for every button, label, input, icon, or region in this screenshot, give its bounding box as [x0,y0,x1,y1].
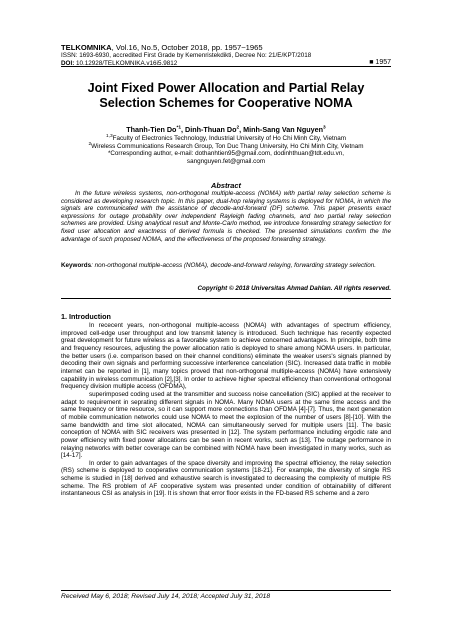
page-number [369,59,391,66]
doi-label: DOI: [61,59,75,67]
keywords-label: Keywords [61,262,92,269]
abstract-heading: Abstract [211,181,241,190]
copyright-notice: Copyright © 2018 Universitas Ahmad Dahlan. All rights reserved. [197,285,391,292]
affiliations [61,135,391,166]
corresponding-author: *Corresponding author, e-mail: dothanhtien95@gmail.com, dodinhthuan@tdt.edu.vn, [107,150,345,158]
paragraph: In order to gain advantages of the space diversity and improving the spectral efficiency, the relay selection (RS) scheme is deployed to cooperative communication systems [18-21]. For example, the diversity of single RS scheme is studied in [18] derived and exhaustive search is investigated to decreasing the complexity of multiple RS scheme. The RS problem of AF cooperative system was presented under condition of obtainability of different instantaneous CSI as analysis in [19]. It is shown that error floor exists in the FD-based RS scheme and a zero [61,459,391,498]
author-2-sup: 2 [236,125,240,131]
title-line-2: Selection Schemes for Cooperative NOMA [99,96,353,110]
paper-title [61,81,391,111]
section-heading: 1. Introduction [61,312,111,321]
author-list [61,125,391,134]
author-1: Thanh-Tien Do [126,125,177,134]
abstract-divider [61,298,391,299]
author-1-sup: *1 [176,125,181,131]
keywords [61,262,391,270]
corresponding-email: sangnguyen.fet@gmail.com [186,158,266,166]
abstract-text: In the future wireless systems, non-orthogonal multiple-access (NOMA) with partial relay selection scheme is considered as developing research topic. In this paper, dual-hop relaying systems is deployed for NOMA, in which the signals are communicated with the assistance of decode-and-forward (DF) scheme. This paper presents exact expressions for outage probability over independent Rayleigh fading channels, and two partial relay selection schemes are provided. Using analytical result and Monte-Carlo method, we introduce forwarding strategy selection for fixed user allocation and exactness of derived formula is checked. The presented simulations confirm the the advantage of such proposed NOMA, and the effectiveness of the proposed forwarding strategy. [61,190,391,243]
affiliation-1-sup: 1,3 [106,133,113,139]
affiliation-1-text: Faculty of Electronics Technology, Industrial University of Ho Chi Minh City, Vietnam [112,135,346,142]
journal-header [61,43,391,67]
affiliation-2-text: Wireless Communications Research Group, Ton Duc Thang University, Ho Chi Minh City, Vietnam [91,142,364,150]
author-separator: , [239,125,244,134]
affiliation-2 [61,143,391,151]
affiliation-1 [61,135,391,143]
doi-value: 10.12928/TELKOMNIKA.v16i5.9812 [74,59,178,67]
journal-name: TELKOMNIKA [61,43,112,52]
page-number-marker: ■ [369,59,376,66]
author-3-sup: 3 [323,125,326,131]
keywords-text: : non-orthogonal multiple-access (NOMA), decode-and-forward relaying, forwarding strategy selection. [91,262,377,269]
page-number-value: 1957 [375,59,391,66]
introduction-body [61,322,391,498]
journal-citation [61,43,391,52]
paragraph: superimposed coding used at the transmitter and success noise cancellation (SIC) applied at the receiver to adapt to requirement in seprating different signals in NOMA. Many NOMA users at the same time access and the same frequency or time resource, so it can support more connections than OFDMA [4]-[7]. Thus, the next generation of mobile communication networks could use NOMA to meet the explosion of the number of users [8]-[10]. With the same bandwidth and time slot allocated, NOMA can simultaneously served for multiple users [11]. The basic conception of NOMA with SIC receivers was presented in [12]. The system performance including ergodic rate and power efficiency with fixed power allocations can be seen in recent works, such as [13]. The outage performance in relaying networks with better coverage can be combined with NOMA have been investigated in many works, such as [14-17]. [61,390,391,460]
header-divider [61,66,391,67]
paragraph: In rececent years, non-orthogonal multiple-access (NOMA) with advantages of spectrum efficiency, improved cell-edge user throughput and low transmit latency is introduced. Such technique has recently expected great development for future wireless as a favorable system to achieve concerned advantages. In principle, both time and frequency resources, adjusting the power allocation ratio is deployed to share among NOMA users. In particular, the better users (i.e. comparison based on their channel conditions) eliminate the weaker users's signals planned by decoding their own signals and performing successive interference cancelation (SIC). Increased data traffic in mobile internet can be reported in [1], many topics proved that non-orthogonal multiple-access (NOMA) have extensively capability in wireless communication [2],[3]. In order to achieve higher spectral efficiency than conventional orthogonal frequency division multiple access (OFDMA), [61,322,391,391]
author-separator: , [181,125,185,134]
author-2: Dinh-Thuan Do [185,125,237,134]
issn-line: ISSN: 1693-6930, accredited First Grade by Kemenristekdikti, Decree No: 21/E/KPT/2018 [61,52,312,59]
author-3: Minh-Sang Van Nguyen [243,125,324,134]
journal-details: , Vol.16, No.5, October 2018, pp. 1957~1965 [111,43,263,52]
received-dates: Received May 6, 2018; Revised July 14, 2018; Accepted July 31, 2018 [61,590,391,600]
title-line-1: Joint Fixed Power Allocation and Partial Relay [87,81,365,95]
affiliation-2-sup: 2 [88,141,92,147]
